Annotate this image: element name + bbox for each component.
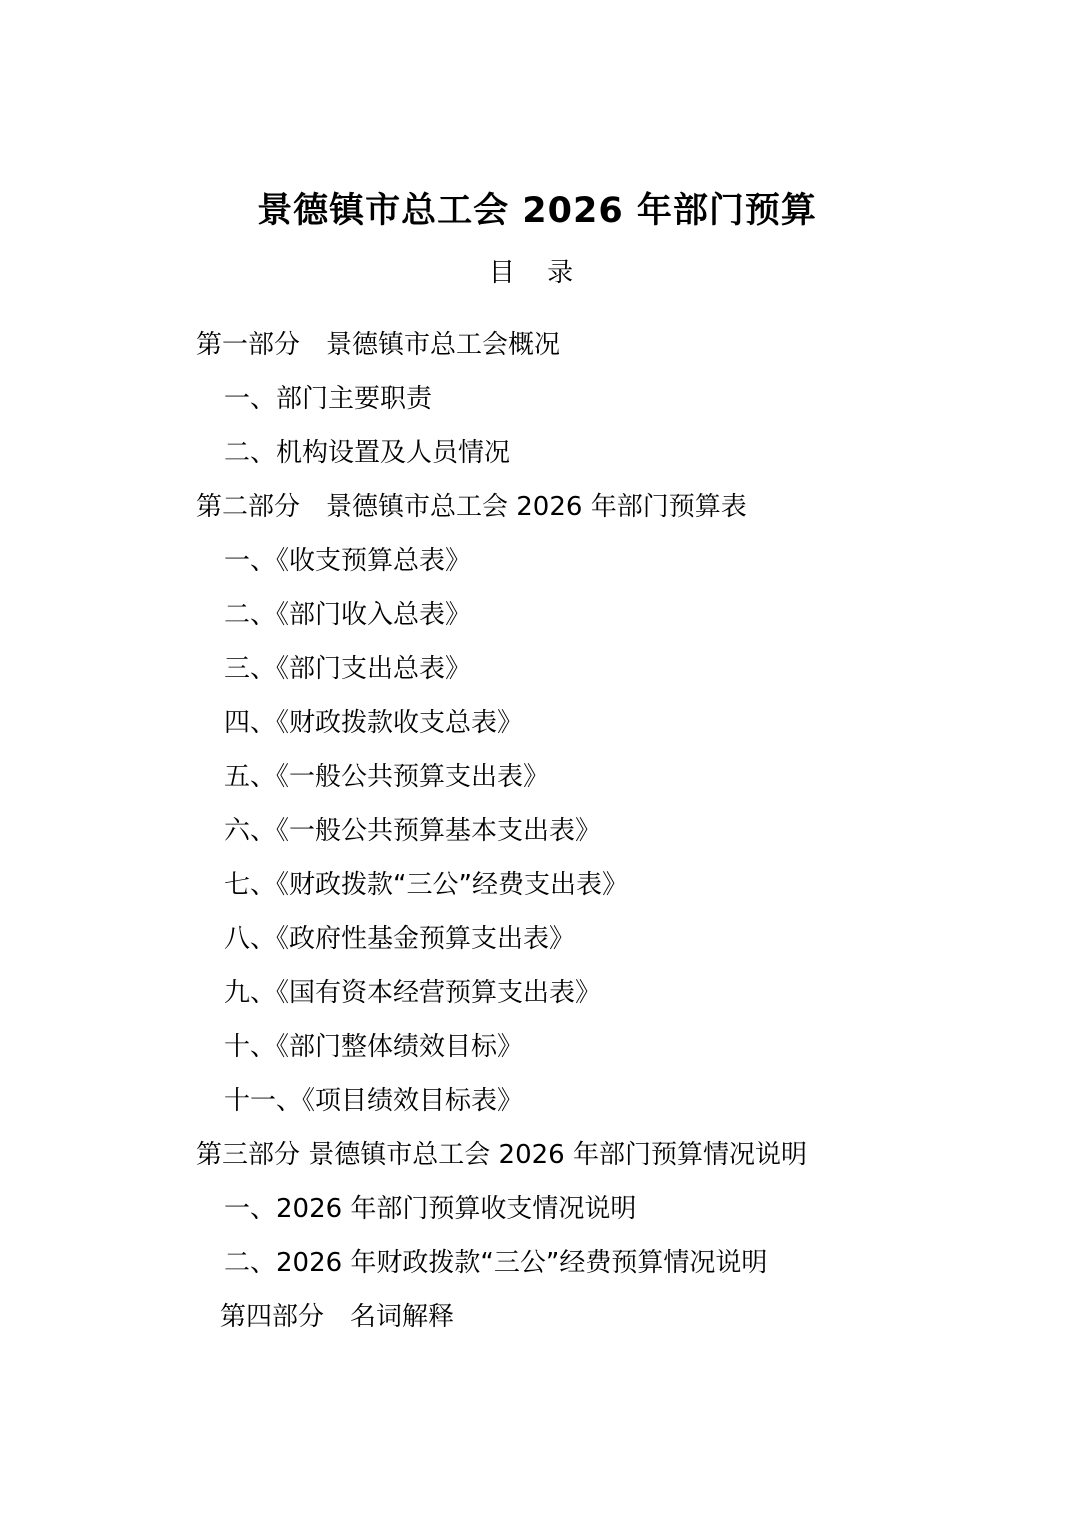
table-of-contents — [196, 318, 986, 1344]
page-title: 景德镇市总工会 2026 年部门预算 — [257, 191, 817, 231]
toc-entry[interactable]: 六、《一般公共预算基本支出表》 — [224, 816, 602, 846]
toc-entry[interactable]: 第四部分 名词解释 — [220, 1302, 455, 1332]
toc-entry[interactable]: 二、《部门收入总表》 — [224, 600, 472, 630]
toc-entry[interactable]: 三、《部门支出总表》 — [224, 654, 472, 684]
toc-entry[interactable]: 七、《财政拨款“三公”经费支出表》 — [224, 870, 628, 900]
toc-entry[interactable]: 九、《国有资本经营预算支出表》 — [224, 978, 602, 1008]
toc-entry[interactable]: 二、机构设置及人员情况 — [224, 438, 511, 468]
toc-entry[interactable]: 十、《部门整体绩效目标》 — [224, 1032, 524, 1062]
toc-entry[interactable]: 一、部门主要职责 — [224, 384, 433, 414]
toc-entry[interactable]: 第三部分 景德镇市总工会 2026 年部门预算情况说明 — [196, 1140, 807, 1170]
toc-entry[interactable]: 五、《一般公共预算支出表》 — [224, 762, 550, 792]
toc-entry[interactable]: 十一、《项目绩效目标表》 — [224, 1086, 524, 1116]
toc-heading: 目 录 — [488, 258, 586, 288]
toc-entry[interactable]: 四、《财政拨款收支总表》 — [224, 708, 524, 738]
toc-entry[interactable]: 一、2026 年部门预算收支情况说明 — [224, 1194, 637, 1224]
toc-entry[interactable]: 第二部分 景德镇市总工会 2026 年部门预算表 — [196, 492, 747, 522]
toc-entry[interactable]: 一、《收支预算总表》 — [224, 546, 472, 576]
toc-entry[interactable]: 第一部分 景德镇市总工会概况 — [196, 330, 561, 360]
toc-entry[interactable]: 八、《政府性基金预算支出表》 — [224, 924, 576, 954]
toc-entry[interactable]: 二、2026 年财政拨款“三公”经费预算情况说明 — [224, 1248, 768, 1278]
